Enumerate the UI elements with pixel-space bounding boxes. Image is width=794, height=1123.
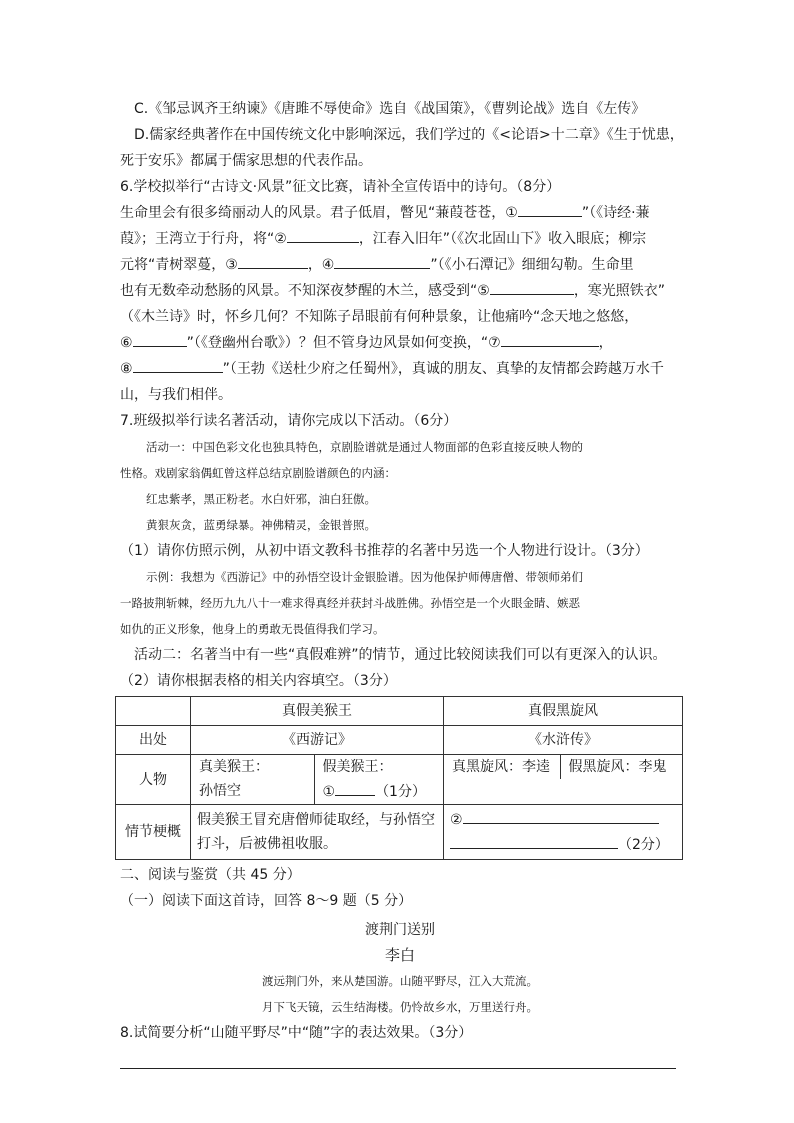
q6-text: 葭》；王湾立于行舟，将“② bbox=[120, 231, 287, 247]
table-header-row bbox=[116, 697, 683, 726]
q6-line7 bbox=[120, 356, 680, 382]
q6-heading: 6.学校拟举行“古诗文·风景”征文比赛，请补全宣传语中的诗句。（8分） bbox=[120, 179, 561, 195]
blank-num: ① bbox=[322, 784, 336, 800]
q7-example-line1: 示例：我想为《西游记》中的孙悟空设计金银脸谱。因为他保护师傅唐僧、带领师弟们 bbox=[146, 570, 583, 584]
q6-text: ”（王勃《送杜少府之任蜀州》，真诚的朋友、真挚的友情都会跨越万水千 bbox=[222, 361, 664, 377]
table-header-cell: 真假黑旋风 bbox=[444, 697, 683, 726]
blank-4[interactable] bbox=[334, 252, 430, 269]
blank-1[interactable] bbox=[518, 200, 582, 217]
q8-answer-line[interactable] bbox=[120, 1046, 676, 1069]
q7-example-line2: 一路披荆斩棘，经历九九八十一难求得真经并获封斗战胜佛。孙悟空是一个火眼金睛、嫉恶 bbox=[120, 596, 580, 610]
plot1-line1: 假美猴王冒充唐僧师徒取经，与孙悟空 bbox=[197, 812, 435, 828]
q7-verse1: 红忠紫孝，黑正粉老。水白奸邪，油白狂傲。 bbox=[146, 492, 376, 506]
table-header-cell: 真假美猴王 bbox=[191, 697, 444, 726]
q8-text: 8.试简要分析“山随平野尽”中“随”字的表达效果。（3分） bbox=[120, 1025, 473, 1041]
true-monkey-label: 真美猴王： bbox=[199, 759, 269, 775]
people-split-2 bbox=[450, 755, 676, 779]
q6-text: ，④ bbox=[307, 257, 335, 273]
q6-text: ”（《诗经·蒹 bbox=[581, 205, 650, 221]
table-cell bbox=[191, 755, 444, 805]
q6-line2 bbox=[120, 226, 680, 252]
q5-option-c: C.《邹忌讽齐王纳谏》《唐雎不辱使命》选自《战国策》，《曹刿论战》选自《左传》 bbox=[134, 101, 646, 117]
row-label-source: 出处 bbox=[116, 726, 191, 755]
blank-table-1[interactable] bbox=[335, 779, 375, 796]
fake-monkey-label: 假美猴王： bbox=[322, 759, 393, 775]
plot1-line2: 打斗，后被佛祖收服。 bbox=[197, 836, 337, 852]
table-row bbox=[116, 805, 683, 860]
blank-table-2b[interactable] bbox=[450, 832, 618, 849]
q5-option-d-line2: 死于安乐》都属于儒家思想的代表作品。 bbox=[120, 153, 372, 169]
section2-heading: 二、阅读与鉴赏（共 45 分） bbox=[120, 867, 301, 883]
row-label-plot: 情节梗概 bbox=[116, 805, 191, 860]
blank-8[interactable] bbox=[133, 356, 223, 373]
q5-option-d-line1: D.儒家经典著作在中国传统文化中影响深远，我们学过的《<论语>十二章》《生于忧患， bbox=[134, 127, 684, 143]
table-cell bbox=[444, 805, 683, 860]
q7-sub2: （2）请你根据表格的相关内容填空。（3分） bbox=[120, 673, 397, 689]
true-monkey-cell bbox=[197, 755, 314, 804]
q7-heading: 7.班级拟举行读名著活动，请你完成以下活动。（6分） bbox=[120, 413, 458, 429]
q6-text: ⑧ bbox=[120, 361, 133, 377]
blank-2[interactable] bbox=[287, 226, 359, 243]
blank-table-2a[interactable] bbox=[463, 807, 659, 824]
q7-example-line3: 如仇的正义形象，他身上的勇敢无畏值得我们学习。 bbox=[120, 622, 385, 636]
table-cell bbox=[191, 805, 444, 860]
q6-line8: 山，与我们相伴。 bbox=[120, 387, 232, 403]
q6-line1 bbox=[120, 200, 680, 226]
plot2-line1 bbox=[450, 807, 676, 832]
q6-text: 元将“青树翠蔓，③ bbox=[120, 257, 238, 273]
poem-title: 渡荆门送别 bbox=[365, 922, 435, 938]
section2-part1: （一）阅读下面这首诗，回答 8～9 题（5 分） bbox=[120, 893, 413, 909]
blank-5[interactable] bbox=[490, 278, 574, 295]
true-whirlwind-cell: 真黑旋风：李逵 bbox=[452, 759, 550, 775]
table-cell: 《西游记》 bbox=[191, 726, 444, 755]
q6-text: ， bbox=[598, 335, 613, 351]
points: （1分） bbox=[375, 784, 426, 800]
plot2-line2 bbox=[450, 832, 676, 857]
q7-verse2: 黄狠灰贪，蓝勇绿暴。神佛精灵，金银普照。 bbox=[146, 518, 376, 532]
q7-activity1-line2: 性格。戏剧家翁偶虹曾这样总结京剧脸谱颜色的内涵： bbox=[120, 466, 396, 480]
q6-text: 也有无数牵动愁肠的风景。不知深夜梦醒的木兰，感受到“⑤ bbox=[120, 283, 490, 299]
q6-line5: （《木兰诗》时，怀乡几何？不知陈子昂眼前有何种景象，让他痛吟“念天地之悠悠， bbox=[120, 309, 639, 325]
q6-text: 生命里会有很多绮丽动人的风景。君子低眉，瞥见“蒹葭苍苍，① bbox=[120, 205, 518, 221]
table-cell bbox=[444, 755, 683, 805]
q7-activity1-line1: 活动一：中国色彩文化也独具特色，京剧脸谱就是通过人物面部的色彩直接反映人物的 bbox=[146, 440, 583, 454]
table-cell: 《水浒传》 bbox=[444, 726, 683, 755]
blank-3[interactable] bbox=[238, 252, 308, 269]
blank-6[interactable] bbox=[133, 330, 187, 347]
poem-line2: 月下飞天镜，云生结海楼。仍怜故乡水，万里送行舟。 bbox=[262, 1000, 538, 1014]
q6-text: ，江春入旧年”（《次北固山下》收入眼底；柳宗 bbox=[358, 231, 647, 247]
true-monkey-name: 孙悟空 bbox=[199, 783, 241, 799]
q7-activity2: 活动二：名著当中有一些“真假难辨”的情节，通过比较阅读我们可以有更深入的认识。 bbox=[134, 647, 667, 663]
points: （2分） bbox=[618, 837, 669, 853]
blank-7[interactable] bbox=[501, 330, 599, 347]
poem-line1: 渡远荆门外，来从楚国游。山随平野尽，江入大荒流。 bbox=[262, 974, 538, 988]
q6-text: ，寒光照铁衣” bbox=[573, 283, 666, 299]
q6-text: ⑥ bbox=[120, 335, 133, 351]
blank-num: ② bbox=[450, 812, 463, 828]
table-row bbox=[116, 726, 683, 755]
q6-text: ”（《小石潭记》细细勾勒。生命里 bbox=[430, 257, 634, 273]
fake-monkey-answer bbox=[323, 779, 436, 804]
poem-author: 李白 bbox=[384, 946, 415, 964]
fake-whirlwind-cell: 假黑旋风：李鬼 bbox=[560, 755, 677, 779]
exam-page bbox=[120, 96, 684, 1069]
table-row bbox=[116, 755, 683, 805]
row-label-people: 人物 bbox=[116, 755, 191, 805]
q6-line4 bbox=[120, 278, 680, 304]
q6-text: ”（《登幽州台歌》）？但不管身边风景如何变换，“⑦ bbox=[186, 335, 501, 351]
q7-sub1: （1）请你仿照示例，从初中语文教科书推荐的名著中另选一个人物进行设计。（3分） bbox=[120, 543, 649, 559]
fake-monkey-cell bbox=[314, 755, 438, 804]
q6-line3 bbox=[120, 252, 680, 278]
table-corner-cell bbox=[116, 697, 191, 726]
q6-line6 bbox=[120, 330, 680, 356]
comparison-table bbox=[115, 696, 683, 860]
people-split bbox=[197, 755, 437, 804]
